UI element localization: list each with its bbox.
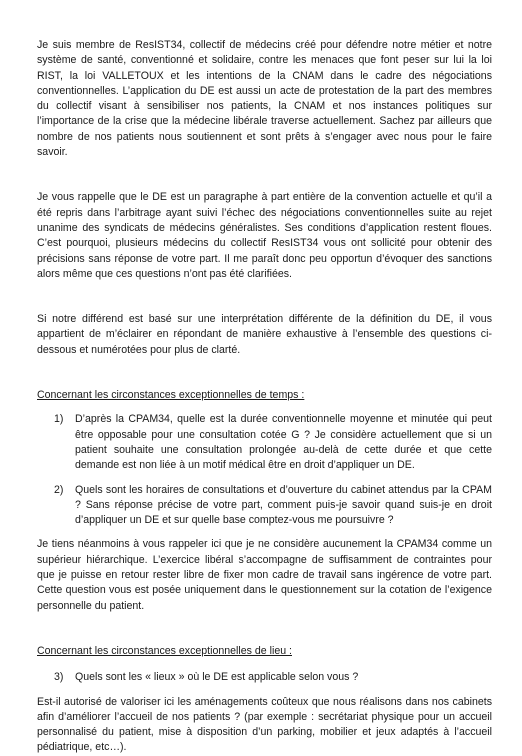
paragraph-intro: Je suis membre de ResIST34, collectif de médecins créé pour défendre notre métier et notre système de santé, conventionné et solidaire, contre les menaces que font peser sur lui la loi RIST, la loi VALLETOUX et les intentions de la CNAM dans le cadre des négociations conventionnelles. L’application du DE est aussi un acte de protestation de la part des membres du collectif visant à sensibiliser nos patients, la CNAM et nos instances politiques sur l’importance de la crise que la médecine libérale traverse actuellement. Sachez par ailleurs que nombre de nos patients nous soutiennent et sont prêts à s’engager avec nous pour le faire savoir.	[37, 39, 492, 159]
paragraph-hierarchy: Je tiens néanmoins à vous rappeler ici que je ne considère aucunement la CPAM34 comme un supérieur hiérarchique. L’exercice libéral s’accompagne de suffisamment de contraintes pour que je puisse en retour rester libre de fixer mon cadre de travail sans ingérence de votre part. Cette question vous est posée uniquement dans le questionnement sur la cotation de l’exigence personnelle du patient.	[37, 538, 492, 612]
section-heading-place: Concernant les circonstances exceptionnelles de lieu :	[37, 644, 292, 657]
question-item	[37, 483, 492, 529]
question-number: 3)	[54, 671, 64, 684]
question-text: D’après la CPAM34, quelle est la durée conventionnelle moyenne et minutée qui peut être opposable pour une consultation cotée G ? Je considère actuellement que si un patient souhaite une consultation prolongée au-delà de cette durée et que cette demande est non liée à un motif médical être en droit d’appliquer un DE.	[75, 413, 492, 472]
question-list-place	[37, 670, 492, 685]
question-list-time	[37, 412, 492, 528]
paragraph-convention: Je vous rappelle que le DE est un paragraphe à part entière de la convention actuelle et qu’il a été repris dans l’arbitrage ayant suivi l’échec des négociations conventionnelles suite au rejet unanime des syndicats de médecins généralistes. Ses conditions d’application restent floues. C’est pourquoi, plusieurs médecins du collectif ResIST34 vous ont sollicité pour obtenir des précisions sans réponse de votre part. Il me paraît donc peu opportun d’évoquer des sanctions alors même que ces questions n’ont pas été clarifiées.	[37, 191, 492, 280]
paragraph-interpretation: Si notre différend est basé sur une interprétation différente de la définition du DE, il vous appartient de m’éclairer en répondant de manière exhaustive à l’ensemble des questions ci-dessous et numérotées pour plus de clarté.	[37, 313, 492, 356]
question-text: Quels sont les « lieux » où le DE est applicable selon vous ?	[75, 671, 359, 684]
paragraph-amenities: Est-il autorisé de valoriser ici les aménagements coûteux que nous réalisons dans nos cabinets afin d’améliorer l’accueil de nos patients ? (par exemple : secrétariat physique pour un accueil personnalisé du patient, mise à disposition d’un parking, mobilier et jeux adaptés à l’accueil pédiatrique, etc…).	[37, 695, 492, 754]
question-number: 2)	[54, 483, 64, 496]
question-item	[37, 670, 492, 685]
question-item	[37, 412, 492, 473]
section-heading-time: Concernant les circonstances exceptionnelles de temps :	[37, 389, 305, 402]
letter-body	[37, 38, 492, 756]
question-text: Quels sont les horaires de consultations et d’ouverture du cabinet attendus par la CPAM ? Sans réponse précise de votre part, comment puis-je savoir quand suis-je en droit d’appliquer un DE et sur quelle base comptez-vous me poursuivre ?	[75, 483, 492, 527]
question-number: 1)	[54, 413, 64, 426]
